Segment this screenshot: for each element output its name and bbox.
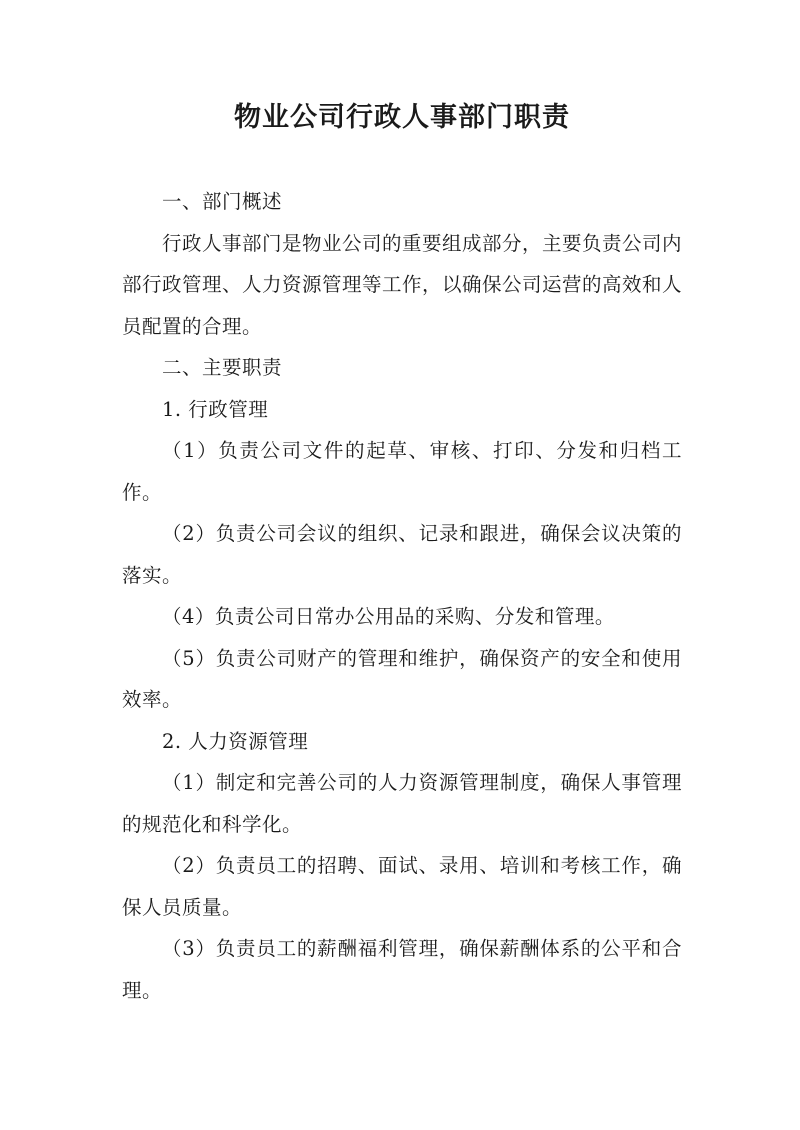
paragraph-overview: 行政人事部门是物业公司的重要组成部分，主要负责公司内部行政管理、人力资源管理等工作，以确保公司运营的高效和人员配置的合理。 bbox=[122, 231, 683, 338]
subsection-heading-admin: 1. 行政管理 bbox=[162, 397, 269, 421]
document-body bbox=[122, 181, 682, 1011]
list-item: （4）负责公司日常办公用品的采购、分发和管理。 bbox=[162, 605, 615, 628]
subsection-heading-hr: 2. 人力资源管理 bbox=[162, 729, 309, 753]
section-heading-overview: 一、部门概述 bbox=[162, 190, 283, 213]
list-item: （1）制定和完善公司的人力资源管理制度，确保人事管理的规范化和科学化。 bbox=[122, 771, 682, 836]
document-title: 物业公司行政人事部门职责 bbox=[234, 102, 570, 133]
list-item: （2）负责公司会议的组织、记录和跟进，确保会议决策的落实。 bbox=[122, 522, 682, 587]
list-item: （1）负责公司文件的起草、审核、打印、分发和归档工作。 bbox=[122, 439, 682, 504]
list-item: （5）负责公司财产的管理和维护，确保资产的安全和使用效率。 bbox=[122, 646, 682, 711]
list-item: （3）负责员工的薪酬福利管理，确保薪酬体系的公平和合理。 bbox=[122, 937, 682, 1002]
section-heading-duties: 二、主要职责 bbox=[162, 356, 283, 379]
list-item: （2）负责员工的招聘、面试、录用、培训和考核工作，确保人员质量。 bbox=[122, 854, 682, 919]
